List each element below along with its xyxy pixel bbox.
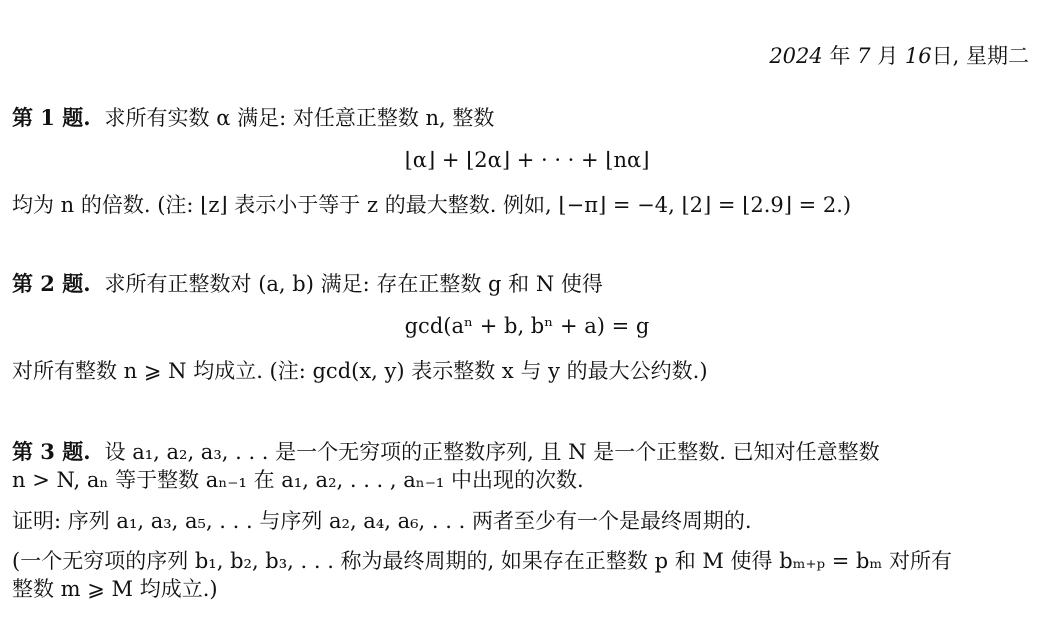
problem-2 bbox=[12, 270, 1042, 385]
date-month-unit: 月 bbox=[877, 44, 899, 68]
problem-3 bbox=[12, 438, 1042, 604]
date-month: 7 bbox=[857, 44, 871, 68]
problem-2-outro: 对所有整数 n ⩾ N 均成立. (注: gcd(x, y) 表示整数 x 与 y 的最大公约数.) bbox=[12, 358, 708, 383]
problem-3-statement-a: 设 a₁, a₂, a₃, . . . 是一个无穷项的正整数序列, 且 N 是一个正整数. 已知对任意整数 bbox=[104, 440, 880, 464]
problem-3-note-line-1: (一个无穷项的序列 b₁, b₂, b₃, . . . 称为最终周期的, 如果存在正整数 p 和 M 使得 bₘ₊ₚ = bₘ 对所有 bbox=[12, 549, 952, 574]
date-line bbox=[769, 42, 1029, 70]
problem-1-outro: 均为 n 的倍数. (注: ⌊z⌋ 表示小于等于 z 的最大整数. 例如, ⌊−π⌋ = −4, ⌊2⌋ = ⌊2.9⌋ = 2.) bbox=[12, 192, 852, 217]
date-day: 16 bbox=[904, 44, 932, 68]
problem-3-line-1 bbox=[12, 438, 1042, 466]
problem-1-title: 第 1 题. bbox=[12, 105, 91, 130]
problem-3-title: 第 3 题. bbox=[12, 439, 91, 464]
problem-2-title: 第 2 题. bbox=[12, 271, 91, 296]
problem-1 bbox=[12, 104, 1042, 219]
problem-1-display-formula: ⌊α⌋ + ⌊2α⌋ + · · · + ⌊nα⌋ bbox=[404, 148, 650, 173]
problem-2-display-formula: gcd(aⁿ + b, bⁿ + a) = g bbox=[404, 314, 650, 339]
date-year: 2024 bbox=[769, 44, 823, 68]
date-weekday: 星期二 bbox=[966, 44, 1029, 68]
problem-1-intro: 求所有实数 α 满足: 对任意正整数 n, 整数 bbox=[104, 106, 495, 130]
date-day-unit: 日, bbox=[931, 44, 960, 68]
problem-3-line-2: n > N, aₙ 等于整数 aₙ₋₁ 在 a₁, a₂, . . . , aₙ₋₁ 中出现的次数. bbox=[12, 468, 584, 493]
problem-1-intro-line bbox=[12, 104, 1042, 132]
problem-3-proof-statement: 证明: 序列 a₁, a₃, a₅, . . . 与序列 a₂, a₄, a₆, . . . 两者至少有一个是最终周期的. bbox=[12, 508, 752, 533]
problem-3-note-line-2: 整数 m ⩾ M 均成立.) bbox=[12, 577, 218, 602]
problem-2-intro-line bbox=[12, 270, 1042, 298]
date-year-unit: 年 bbox=[829, 44, 851, 68]
problem-2-intro: 求所有正整数对 (a, b) 满足: 存在正整数 g 和 N 使得 bbox=[104, 272, 603, 296]
